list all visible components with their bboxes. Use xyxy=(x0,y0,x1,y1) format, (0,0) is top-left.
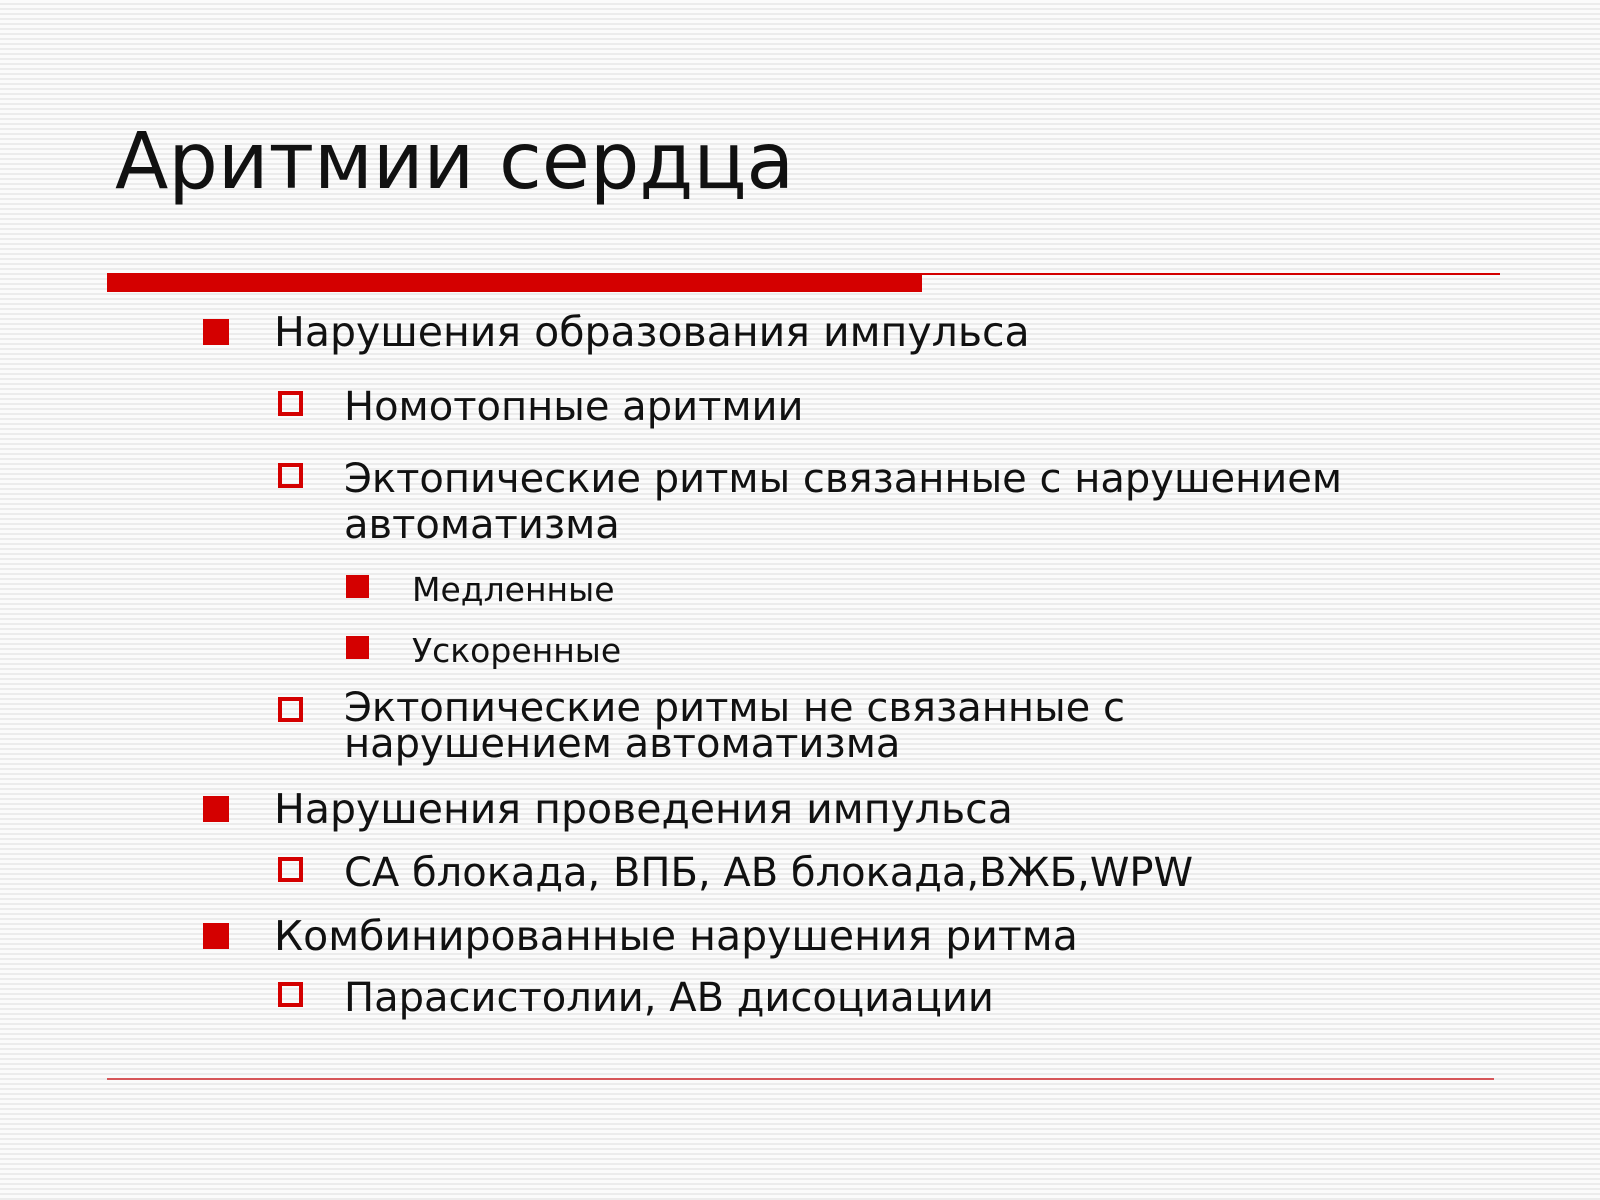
bottom-divider xyxy=(107,1078,1494,1080)
title-underline-thick xyxy=(107,273,922,292)
sub-item-text-line-2: нарушением автоматизма xyxy=(344,721,901,767)
hollow-square-bullet-icon xyxy=(278,982,303,1007)
hollow-square-bullet-icon xyxy=(278,391,303,416)
filled-square-bullet-icon xyxy=(203,319,229,345)
bullet-text: Нарушения образования импульса xyxy=(274,308,1030,356)
sub-item-text: СА блокада, ВПБ, АВ блокада,ВЖБ,WPW xyxy=(344,850,1194,896)
bullet-text: Нарушения проведения импульса xyxy=(274,785,1013,833)
sub-sub-item-text: Медленные xyxy=(412,570,615,609)
filled-square-bullet-icon xyxy=(203,796,229,822)
filled-square-bullet-icon xyxy=(203,923,229,949)
sub-item-text-line-1: Эктопические ритмы не связанные с xyxy=(344,685,1125,731)
bullet-text: Комбинированные нарушения ритма xyxy=(274,912,1078,960)
sub-item-text-block xyxy=(344,685,1125,767)
hollow-square-bullet-icon xyxy=(278,697,303,722)
title-underline-thin xyxy=(922,273,1500,275)
sub-item-text-block xyxy=(344,456,1342,548)
hollow-square-bullet-icon xyxy=(278,463,303,488)
sub-item-text: Номотопные аритмии xyxy=(344,384,804,430)
filled-square-bullet-icon xyxy=(346,575,369,598)
hollow-square-bullet-icon xyxy=(278,857,303,882)
sub-item-text-line-2: автоматизма xyxy=(344,502,620,548)
filled-square-bullet-icon xyxy=(346,636,369,659)
sub-item-text: Парасистолии, АВ дисоциации xyxy=(344,975,994,1021)
sub-item-text-line-1: Эктопические ритмы связанные с нарушением xyxy=(344,456,1343,502)
sub-sub-item-text: Ускоренные xyxy=(412,631,622,670)
slide-title: Аритмии сердца xyxy=(115,117,795,207)
